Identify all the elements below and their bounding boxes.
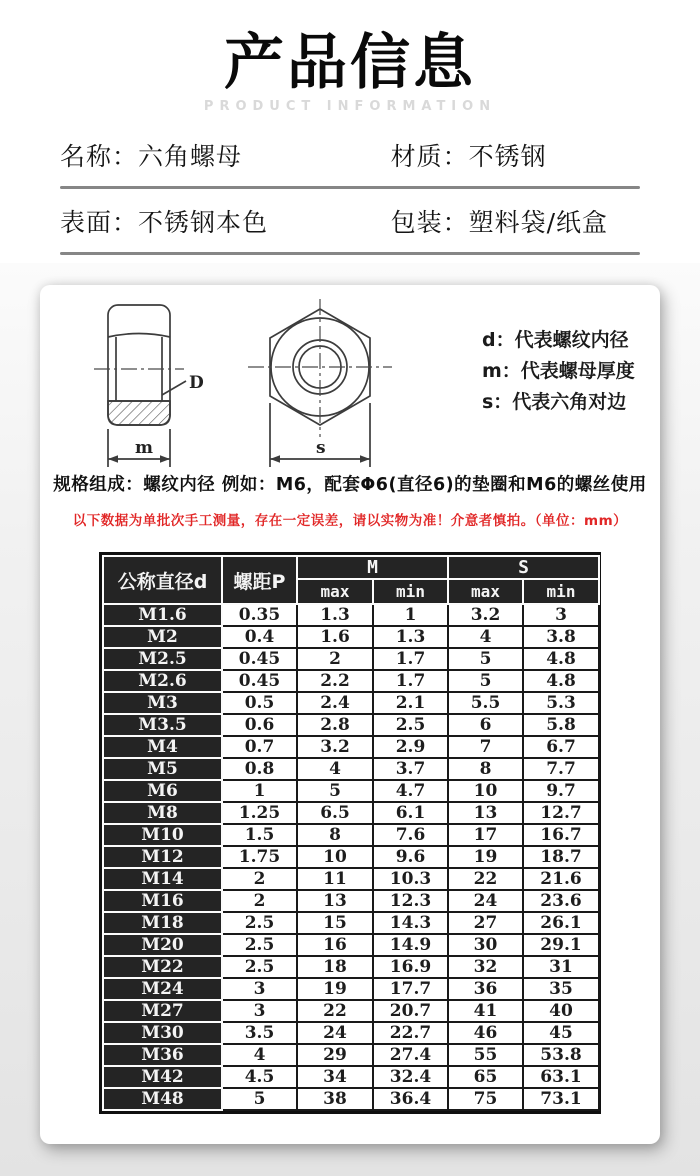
table-row	[103, 934, 599, 956]
info-name	[60, 137, 391, 173]
value-cell: 2	[222, 868, 297, 890]
size-cell: M20	[103, 934, 222, 956]
diagram-row	[40, 297, 660, 472]
spec-table	[102, 555, 600, 1111]
divider-bottom	[60, 252, 640, 255]
header-pitch: 螺距P	[222, 556, 297, 604]
value-cell: 29.1	[523, 934, 599, 956]
dimension-legend	[482, 325, 635, 418]
table-row	[103, 1000, 599, 1022]
value-cell: 5.3	[523, 692, 599, 714]
value-cell: 6	[448, 714, 523, 736]
value-cell: 6.7	[523, 736, 599, 758]
header-group-m: M	[297, 556, 448, 579]
table-row	[103, 758, 599, 780]
size-cell: M3	[103, 692, 222, 714]
value-cell: 5.5	[448, 692, 523, 714]
value-cell: 14.3	[373, 912, 448, 934]
size-cell: M3.5	[103, 714, 222, 736]
spec-table-body	[103, 604, 599, 1110]
value-cell: 1.25	[222, 802, 297, 824]
value-cell: 63.1	[523, 1066, 599, 1088]
value-cell: 7.6	[373, 824, 448, 846]
value-cell: 75	[448, 1088, 523, 1110]
value-cell: 3	[222, 1000, 297, 1022]
value-cell: 27	[448, 912, 523, 934]
size-cell: M2	[103, 626, 222, 648]
value-cell: 30	[448, 934, 523, 956]
table-row	[103, 846, 599, 868]
header-s-min: min	[523, 579, 599, 604]
value-cell: 31	[523, 956, 599, 978]
value-cell: 2	[222, 890, 297, 912]
value-cell: 40	[523, 1000, 599, 1022]
value-cell: 8	[448, 758, 523, 780]
value-cell: 4.8	[523, 648, 599, 670]
value-cell: 1	[373, 604, 448, 626]
value-cell: 2.5	[222, 912, 297, 934]
value-cell: 0.45	[222, 648, 297, 670]
value-cell: 15	[297, 912, 373, 934]
value-cell: 22.7	[373, 1022, 448, 1044]
value-cell: 34	[297, 1066, 373, 1088]
value-cell: 12.7	[523, 802, 599, 824]
value-cell: 36	[448, 978, 523, 1000]
value-cell: 4	[448, 626, 523, 648]
size-cell: M42	[103, 1066, 222, 1088]
value-cell: 24	[448, 890, 523, 912]
value-cell: 41	[448, 1000, 523, 1022]
header-diameter: 公称直径d	[103, 556, 222, 604]
value-cell: 17.7	[373, 978, 448, 1000]
across-flats-label: s	[316, 438, 326, 458]
size-cell: M1.6	[103, 604, 222, 626]
value-cell: 2.5	[222, 934, 297, 956]
table-row	[103, 890, 599, 912]
value-cell: 10	[448, 780, 523, 802]
table-row	[103, 1022, 599, 1044]
table-row	[103, 802, 599, 824]
size-cell: M6	[103, 780, 222, 802]
value-cell: 6.5	[297, 802, 373, 824]
thickness-label: m	[135, 438, 153, 458]
info-packaging	[391, 203, 640, 239]
value-cell: 2.2	[297, 670, 373, 692]
value-cell: 32	[448, 956, 523, 978]
table-row	[103, 626, 599, 648]
value-cell: 27.4	[373, 1044, 448, 1066]
value-cell: 23.6	[523, 890, 599, 912]
value-cell: 19	[448, 846, 523, 868]
value-cell: 7	[448, 736, 523, 758]
value-cell: 16.7	[523, 824, 599, 846]
info-surface	[60, 203, 391, 239]
value-cell: 4	[297, 758, 373, 780]
value-cell: 46	[448, 1022, 523, 1044]
value-cell: 3.2	[448, 604, 523, 626]
spec-table-frame	[99, 552, 601, 1114]
size-cell: M2.5	[103, 648, 222, 670]
value-cell: 53.8	[523, 1044, 599, 1066]
measurement-warning: 以下数据为单批次手工测量，存在一定误差，请以实物为准！介意者慎拍。（单位：mm）	[72, 513, 628, 529]
size-cell: M10	[103, 824, 222, 846]
header-s-max: max	[448, 579, 523, 604]
size-cell: M12	[103, 846, 222, 868]
value-cell: 3.5	[222, 1022, 297, 1044]
value-cell: 12.3	[373, 890, 448, 912]
value-cell: 2.4	[297, 692, 373, 714]
nut-side-view	[94, 305, 204, 467]
value-cell: 13	[297, 890, 373, 912]
legend-m: m：代表螺母厚度	[482, 360, 635, 382]
value-cell: 0.4	[222, 626, 297, 648]
value-cell: 1	[222, 780, 297, 802]
info-name-label: 名称：	[60, 141, 139, 171]
value-cell: 1.3	[373, 626, 448, 648]
value-cell: 9.6	[373, 846, 448, 868]
value-cell: 2.5	[222, 956, 297, 978]
info-row-1	[60, 123, 640, 186]
hex-nut-technical-drawing	[58, 297, 468, 472]
value-cell: 20.7	[373, 1000, 448, 1022]
value-cell: 1.75	[222, 846, 297, 868]
size-cell: M14	[103, 868, 222, 890]
value-cell: 2.5	[373, 714, 448, 736]
table-row	[103, 1066, 599, 1088]
value-cell: 10.3	[373, 868, 448, 890]
value-cell: 5	[448, 670, 523, 692]
value-cell: 1.3	[297, 604, 373, 626]
table-row	[103, 956, 599, 978]
bore-label: D	[189, 373, 204, 393]
value-cell: 14.9	[373, 934, 448, 956]
table-row	[103, 824, 599, 846]
value-cell: 73.1	[523, 1088, 599, 1110]
table-row	[103, 1044, 599, 1066]
info-material	[391, 137, 640, 173]
value-cell: 32.4	[373, 1066, 448, 1088]
value-cell: 4.8	[523, 670, 599, 692]
value-cell: 0.8	[222, 758, 297, 780]
size-cell: M8	[103, 802, 222, 824]
size-cell: M22	[103, 956, 222, 978]
size-cell: M5	[103, 758, 222, 780]
value-cell: 5	[297, 780, 373, 802]
value-cell: 29	[297, 1044, 373, 1066]
value-cell: 1.7	[373, 648, 448, 670]
value-cell: 45	[523, 1022, 599, 1044]
value-cell: 3	[523, 604, 599, 626]
value-cell: 1.7	[373, 670, 448, 692]
table-row	[103, 780, 599, 802]
value-cell: 5	[222, 1088, 297, 1110]
info-packaging-label: 包装：	[390, 207, 469, 237]
value-cell: 3.2	[297, 736, 373, 758]
value-cell: 24	[297, 1022, 373, 1044]
card-zone	[0, 263, 700, 1176]
value-cell: 3.7	[373, 758, 448, 780]
table-row	[103, 912, 599, 934]
table-row	[103, 604, 599, 626]
value-cell: 1.5	[222, 824, 297, 846]
table-row	[103, 648, 599, 670]
table-row	[103, 692, 599, 714]
header-m-min: min	[373, 579, 448, 604]
value-cell: 55	[448, 1044, 523, 1066]
header-group-s: S	[448, 556, 599, 579]
value-cell: 4	[222, 1044, 297, 1066]
info-material-value: 不锈钢	[468, 141, 547, 171]
spec-card	[40, 285, 660, 1144]
size-cell: M36	[103, 1044, 222, 1066]
header-m-max: max	[297, 579, 373, 604]
legend-s: s：代表六角对边	[482, 391, 627, 413]
value-cell: 16.9	[373, 956, 448, 978]
value-cell: 16	[297, 934, 373, 956]
value-cell: 5	[448, 648, 523, 670]
size-cell: M2.6	[103, 670, 222, 692]
table-row	[103, 978, 599, 1000]
value-cell: 36.4	[373, 1088, 448, 1110]
value-cell: 2.1	[373, 692, 448, 714]
value-cell: 22	[448, 868, 523, 890]
value-cell: 0.35	[222, 604, 297, 626]
value-cell: 2.9	[373, 736, 448, 758]
size-cell: M27	[103, 1000, 222, 1022]
value-cell: 6.1	[373, 802, 448, 824]
table-row	[103, 868, 599, 890]
info-surface-label: 表面：	[60, 207, 139, 237]
size-cell: M48	[103, 1088, 222, 1110]
size-cell: M24	[103, 978, 222, 1000]
value-cell: 10	[297, 846, 373, 868]
size-cell: M16	[103, 890, 222, 912]
value-cell: 26.1	[523, 912, 599, 934]
bore-leader-line	[162, 381, 186, 395]
value-cell: 35	[523, 978, 599, 1000]
value-cell: 3.8	[523, 626, 599, 648]
value-cell: 65	[448, 1066, 523, 1088]
nut-front-view	[248, 299, 392, 467]
value-cell: 0.7	[222, 736, 297, 758]
top-section	[0, 0, 700, 255]
value-cell: 2	[297, 648, 373, 670]
value-cell: 21.6	[523, 868, 599, 890]
size-cell: M30	[103, 1022, 222, 1044]
value-cell: 0.6	[222, 714, 297, 736]
value-cell: 17	[448, 824, 523, 846]
table-row	[103, 714, 599, 736]
value-cell: 8	[297, 824, 373, 846]
value-cell: 5.8	[523, 714, 599, 736]
info-name-value: 六角螺母	[138, 141, 243, 171]
value-cell: 18.7	[523, 846, 599, 868]
info-row-2	[60, 189, 640, 252]
section-hatch	[108, 401, 170, 425]
size-cell: M4	[103, 736, 222, 758]
value-cell: 19	[297, 978, 373, 1000]
info-packaging-value: 塑料袋/纸盒	[468, 207, 609, 237]
value-cell: 3	[222, 978, 297, 1000]
value-cell: 18	[297, 956, 373, 978]
product-info-grid	[60, 123, 640, 255]
value-cell: 22	[297, 1000, 373, 1022]
value-cell: 4.5	[222, 1066, 297, 1088]
page-subtitle: PRODUCT INFORMATION	[203, 99, 497, 114]
value-cell: 11	[297, 868, 373, 890]
info-surface-value: 不锈钢本色	[138, 207, 269, 237]
info-material-label: 材质：	[390, 141, 469, 171]
value-cell: 2.8	[297, 714, 373, 736]
value-cell: 7.7	[523, 758, 599, 780]
page-title: 产品信息	[224, 28, 476, 98]
table-row	[103, 736, 599, 758]
value-cell: 0.5	[222, 692, 297, 714]
legend-d: d：代表螺纹内径	[482, 329, 629, 351]
value-cell: 0.45	[222, 670, 297, 692]
spec-composition-note: 规格组成：螺纹内径 例如：M6，配套Φ6(直径6)的垫圈和M6的螺丝使用	[53, 475, 647, 495]
table-row	[103, 1088, 599, 1110]
value-cell: 1.6	[297, 626, 373, 648]
size-cell: M18	[103, 912, 222, 934]
table-row	[103, 670, 599, 692]
value-cell: 13	[448, 802, 523, 824]
value-cell: 4.7	[373, 780, 448, 802]
value-cell: 9.7	[523, 780, 599, 802]
spec-table-header	[103, 556, 599, 604]
value-cell: 38	[297, 1088, 373, 1110]
